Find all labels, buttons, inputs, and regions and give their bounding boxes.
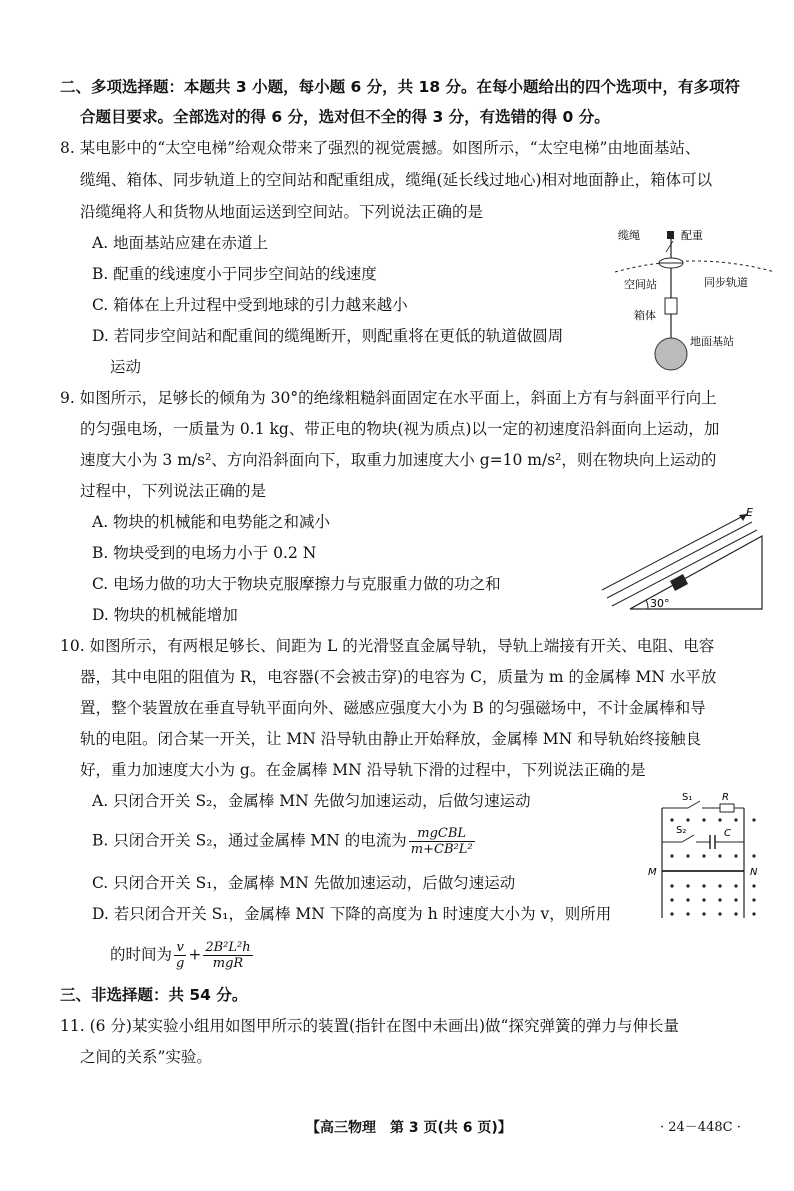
q10-option-c: C. 只闭合开关 S₁，金属棒 MN 先做加速运动，后做匀速运动 — [92, 874, 516, 892]
field-dot — [718, 898, 721, 901]
field-dot — [686, 912, 689, 915]
q10-option-b-fraction — [409, 826, 475, 857]
q10-option-d-fraction2 — [203, 940, 252, 971]
field-dot — [686, 884, 689, 887]
label-30-degree: 30° — [650, 597, 670, 610]
space-elevator-figure — [610, 228, 785, 388]
q9-option-d: D. 物块的机械能增加 — [92, 606, 238, 624]
q10-stem-line5: 好，重力加速度大小为 g。在金属棒 MN 沿导轨下滑的过程中，下列说法正确的是 — [80, 761, 646, 779]
switch-s2 — [682, 835, 694, 842]
q10-option-b-numerator: mgCBL — [409, 826, 475, 842]
field-dot — [702, 912, 705, 915]
q8-option-b: B. 配重的线速度小于同步空间站的线速度 — [92, 265, 377, 283]
q8-stem-line3: 沿缆绳将人和货物从地面运送到空间站。下列说法正确的是 — [80, 203, 484, 221]
label-c: C — [724, 828, 731, 839]
field-dot — [734, 884, 737, 887]
q9-stem-line1: 9. 如图所示，足够长的倾角为 30°的绝缘粗糙斜面固定在水平面上，斜面上方有与斜面平行向上 — [60, 389, 717, 407]
section2-header-line2: 合题目要求。全部选对的得 6 分，选对但不全的得 3 分，有选错的得 0 分。 — [80, 108, 610, 126]
resistor-r — [720, 804, 734, 812]
field-dot — [752, 898, 755, 901]
q9-stem-line4: 过程中，下列说法正确的是 — [80, 482, 267, 500]
q11-stem-line2: 之间的关系”实验。 — [80, 1048, 212, 1066]
label-e: E — [746, 506, 753, 519]
q9-option-a: A. 物块的机械能和电势能之和减小 — [92, 513, 331, 531]
field-dot — [718, 854, 721, 857]
q9-option-c: C. 电场力做的功大于物块克服摩擦力与克服重力做的功之和 — [92, 575, 501, 593]
q9-stem-line2: 的匀强电场，一质量为 0.1 kg、带正电的物块(视为质点)以一定的初速度沿斜面向上运动，加 — [80, 420, 720, 438]
field-dot — [734, 818, 737, 821]
q8-option-d-line1: D. 若同步空间站和配重间的缆绳断开，则配重将在更低的轨道做圆周 — [92, 327, 564, 345]
section2-header-line1: 二、多项选择题：本题共 3 小题，每小题 6 分，共 18 分。在每小题给出的四个选项中，有多项符 — [60, 78, 741, 96]
q8-option-c: C. 箱体在上升过程中受到地球的引力越来越小 — [92, 296, 408, 314]
label-box: 箱体 — [634, 309, 656, 322]
label-cable: 缆绳 — [618, 229, 640, 242]
q10-option-b-denominator: m+CB²L² — [410, 842, 473, 857]
q8-option-a: A. 地面基站应建在赤道上 — [92, 234, 269, 252]
q10-option-d-frac2-num: 2B²L²h — [205, 940, 251, 955]
field-dot — [752, 912, 755, 915]
sync-orbit-curve — [615, 261, 775, 272]
field-dot — [670, 898, 673, 901]
q10-option-d-line2 — [110, 940, 255, 971]
field-dot — [718, 912, 721, 915]
q8-stem-line1: 8. 某电影中的“太空电梯”给观众带来了强烈的视觉震撼。如图所示，“太空电梯”由地面基站、 — [60, 139, 701, 157]
label-base: 地面基站 — [690, 335, 734, 348]
q10-option-b-text: B. 只闭合开关 S₂，通过金属棒 MN 的电流为 — [92, 831, 407, 850]
q8-option-d-line2: 运动 — [110, 358, 142, 376]
field-dot — [752, 884, 755, 887]
field-dot — [734, 898, 737, 901]
field-dot — [670, 884, 673, 887]
earth-base — [655, 338, 687, 370]
field-dot — [702, 884, 705, 887]
field-dot — [670, 818, 673, 821]
field-dot — [752, 854, 755, 857]
q10-option-d-plus: + — [188, 945, 202, 964]
q10-option-d-line1: D. 若只闭合开关 S₁，金属棒 MN 下降的高度为 h 时速度大小为 v，则所用 — [92, 905, 612, 923]
field-dot — [686, 898, 689, 901]
label-r: R — [722, 792, 729, 803]
q10-option-b — [92, 826, 477, 857]
elevator-box — [665, 298, 677, 314]
q10-option-d-frac1-num: v — [174, 940, 186, 956]
rail-circuit-figure — [648, 790, 772, 922]
label-counterweight: 配重 — [681, 229, 703, 242]
label-m: M — [648, 867, 657, 878]
field-dot — [734, 854, 737, 857]
q10-option-a: A. 只闭合开关 S₂，金属棒 MN 先做匀加速运动，后做匀速运动 — [92, 792, 531, 810]
q10-stem-line4: 轨的电阻。闭合某一开关，让 MN 沿导轨由静止开始释放，金属棒 MN 和导轨始终接触良 — [80, 730, 702, 748]
field-dot — [670, 912, 673, 915]
label-s2: S₂ — [676, 825, 687, 836]
section3-header: 三、非选择题：共 54 分。 — [60, 986, 248, 1004]
q10-stem-line3: 置，整个装置放在垂直导轨平面向外、磁感应强度大小为 B 的匀强磁场中，不计金属棒和导 — [80, 699, 706, 717]
q10-stem-line1: 10. 如图所示，有两根足够长、间距为 L 的光滑竖直金属导轨，导轨上端接有开关、电阻、电容 — [60, 637, 715, 655]
field-dot — [702, 898, 705, 901]
footer-page-info: 【高三物理 第 3 页(共 6 页)】 — [306, 1120, 512, 1136]
q10-option-d-frac2-den: mgR — [212, 956, 244, 971]
label-n: N — [750, 867, 758, 878]
field-dot — [686, 854, 689, 857]
q10-option-d-fraction1 — [174, 940, 186, 971]
field-dot — [702, 818, 705, 821]
footer-code: · 24－448C · — [660, 1120, 741, 1135]
q9-option-b: B. 物块受到的电场力小于 0.2 N — [92, 544, 317, 562]
field-dot — [718, 818, 721, 821]
counterweight-block — [667, 231, 674, 239]
q8-stem-line2: 缆绳、箱体、同步轨道上的空间站和配重组成，缆绳(延长线过地心)相对地面静止，箱体可以 — [80, 171, 713, 189]
field-dot — [718, 884, 721, 887]
field-dot — [752, 818, 755, 821]
incline-figure — [592, 506, 772, 618]
field-dot — [670, 854, 673, 857]
q10-stem-line2: 器，其中电阻的阻值为 R，电容器(不会被击穿)的电容为 C，质量为 m 的金属棒 MN 水平放 — [80, 668, 717, 686]
label-orbit: 同步轨道 — [704, 276, 748, 289]
q10-option-d-frac1-den: g — [176, 956, 185, 971]
label-station: 空间站 — [624, 278, 657, 291]
field-dot — [734, 912, 737, 915]
q11-stem-line1: 11. (6 分)某实验小组用如图甲所示的装置(指针在图中未画出)做“探究弹簧的弹力与伸长量 — [60, 1017, 679, 1035]
label-s1: S₁ — [682, 792, 693, 803]
q9-stem-line3: 速度大小为 3 m/s²、方向沿斜面向下，取重力加速度大小 g=10 m/s²，则在物块向上运动的 — [80, 451, 717, 469]
q10-option-d-text: 的时间为 — [110, 945, 173, 964]
field-dot — [702, 854, 705, 857]
field-dot — [686, 818, 689, 821]
